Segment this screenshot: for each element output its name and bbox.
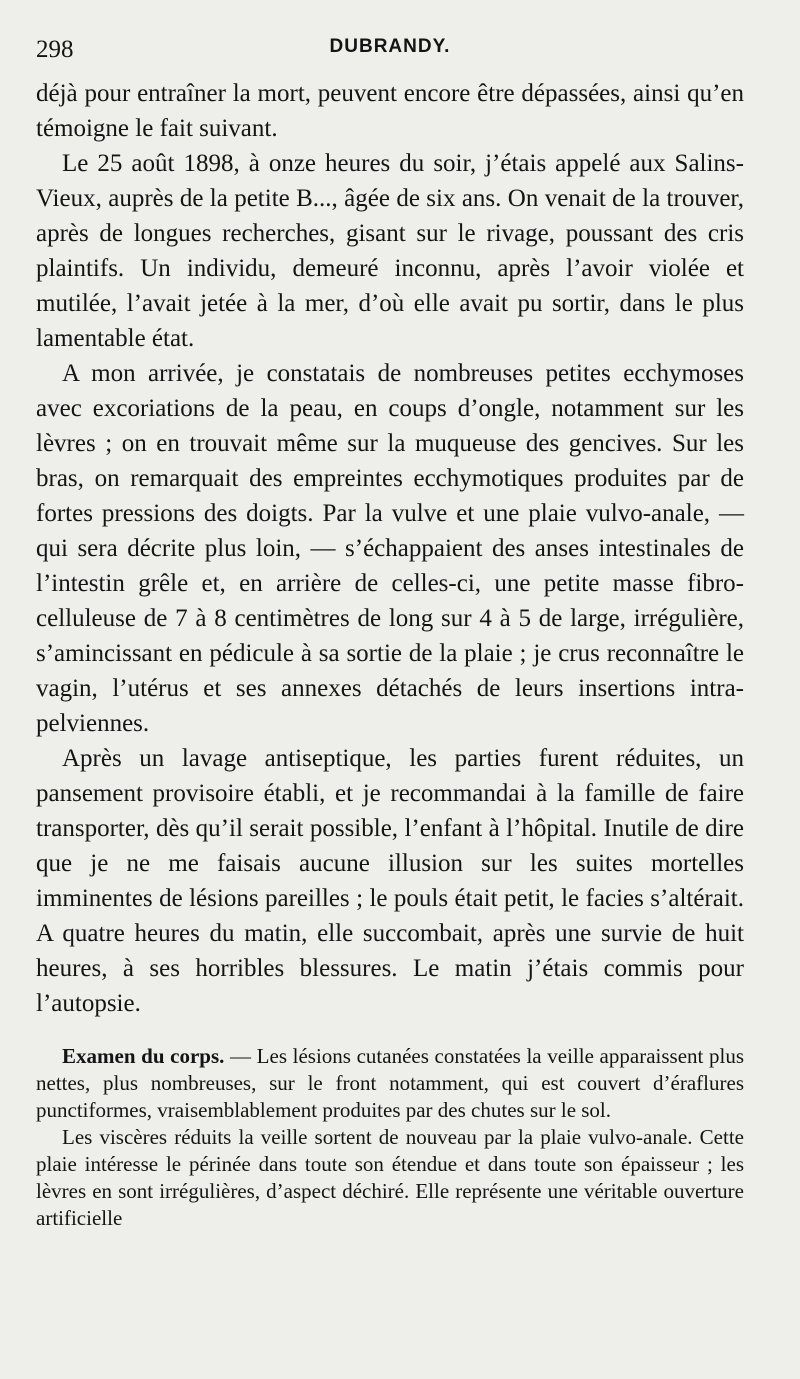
paragraph-arrival: A mon arrivée, je constatais de nombreuses petites ecchymoses avec excoriations de la peau, en coups d’ongle, notamment sur les lèvres ; on en trouvait même sur la muqueuse des gencives. Sur les bras, on remarquait des empreintes ecchymotiques produites par de fortes pressions des doigts. Par la vulve et une plaie vulvo-anale, — qui sera décrite plus loin, — s’échappaient des anses intestinales de l’intestin grêle et, en arrière de celles-ci, une petite masse fibro-celluleuse de 7 à 8 centimètres de long sur 4 à 5 de large, irrégulière, s’amincissant en pédicule à sa sortie de la plaie ; je crus reconnaître le vagin, l’utérus et ses annexes détachés de leurs insertions intra-pelviennes. (36, 360, 744, 737)
exam-heading: Examen du corps. (62, 1044, 225, 1068)
page-header (36, 36, 744, 76)
paragraph-treatment: Après un lavage antiseptique, les parties furent réduites, un pansement provisoire établi, et je recommandai à la famille de faire transporter, dès qu’il serait possible, l’enfant à l’hôpital. Inutile de dire que je ne me faisais aucune illusion sur les suites mortelles imminentes de lésions pareilles ; le pouls était petit, le facies s’altérait. A quatre heures du matin, elle succombait, après une survie de huit heures, à ses horribles blessures. Le matin j’étais commis pour l’autopsie. (36, 745, 744, 1017)
exam-paragraph-2: Les viscères réduits la veille sortent de nouveau par la plaie vulvo-anale. Cette plaie intéresse le périnée dans toute son étendue et dans toute son épaisseur ; les lèvres en sont irrégulières, d’aspect déchiré. Elle représente une véritable ouverture artificielle (36, 1125, 744, 1230)
paragraph-case: Le 25 août 1898, à onze heures du soir, j’étais appelé aux Salins-Vieux, auprès de la petite B..., âgée de six ans. On venait de la trouver, après de longues recherches, gisant sur le rivage, poussant des cris plaintifs. Un individu, demeuré inconnu, après l’avoir violée et mutilée, l’avait jetée à la mer, d’où elle avait pu sortir, dans le plus lamentable état. (36, 150, 744, 352)
page-number: 298 (36, 36, 74, 63)
exam-text: — Les lésions cutanées constatées la veille apparaissent plus nettes, plus nombreuses, sur le front notamment, qui est couvert d’éraflures punctiformes, vraisemblablement produites par des chutes sur le sol. (36, 1044, 744, 1122)
exam-paragraph (36, 1043, 744, 1124)
paragraph-continued: déjà pour entraîner la mort, peuvent encore être dépassées, ainsi qu’en témoigne le fait suivant. (36, 80, 744, 142)
running-title: DUBRANDY. (329, 36, 451, 57)
main-text (36, 76, 744, 1021)
exam-section (36, 1043, 744, 1232)
section-spacer (36, 1021, 744, 1043)
